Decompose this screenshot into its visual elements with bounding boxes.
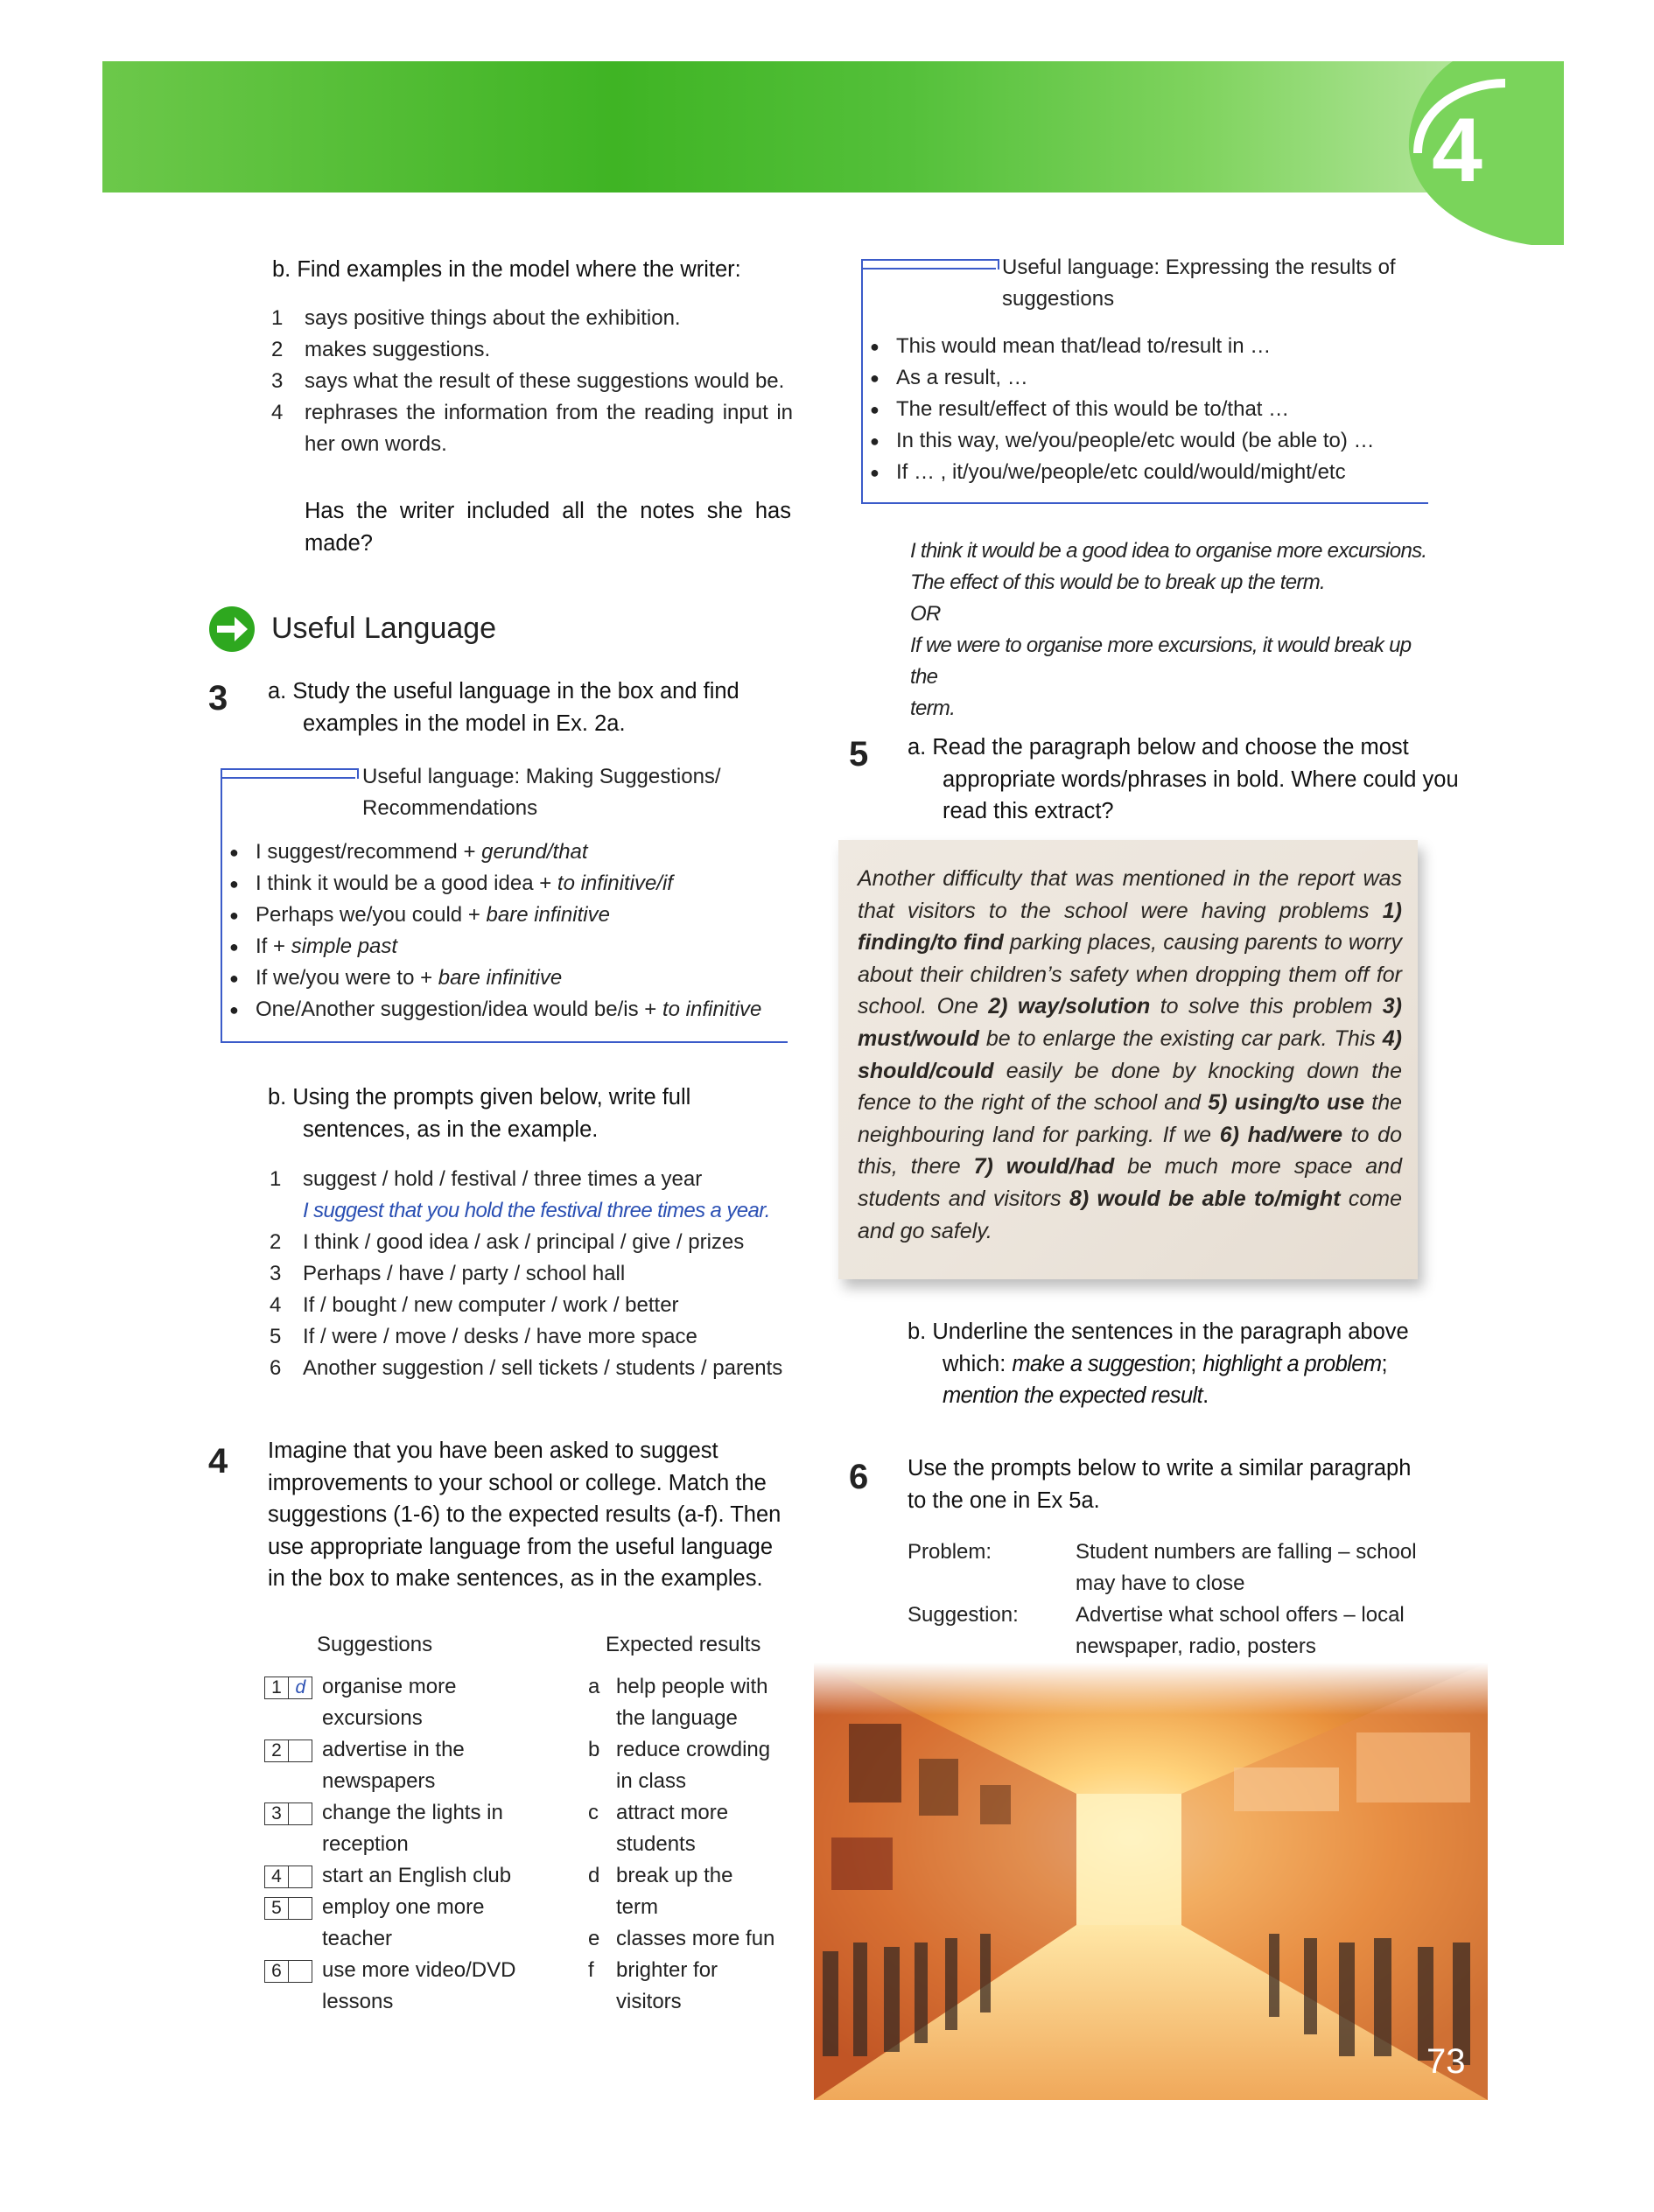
item-number-box: 2	[264, 1740, 289, 1762]
box-bottom-line	[861, 502, 1428, 504]
suggestion-item: 2 advertise in the newspapers	[264, 1734, 527, 1797]
header-band	[102, 61, 1564, 192]
answer-box[interactable]: d	[289, 1676, 312, 1699]
item-number-box: 3	[264, 1802, 289, 1825]
answer-box[interactable]	[289, 1866, 312, 1888]
list-item: 3 says what the result of these suggestions would be.	[271, 369, 785, 393]
list-item: ● If + simple past	[229, 934, 398, 958]
ex4-number: 4	[208, 1442, 228, 1480]
paragraph-text: Another difficulty that was mentioned in the report was that visitors to the school were having problems 1) finding/to find parking places, causing parents to worry about their children’s safety when dropping them off for school. One 2) way/solution to solve this problem 3) must/would be to enlarge the existing car park. This 4) should/could easily be done by knocking down the fence to the right of the school and 5) using/to use the neighbouring land for parking. If we 6) had/were to do this, there 7) would/had be much more space and students and visitors 8) would be able to/might come and go safely.	[858, 866, 1403, 1243]
item-number-box: 6	[264, 1960, 289, 1983]
suggestion-item: 5 employ one more teacher	[264, 1892, 527, 1955]
ex3-number: 3	[208, 679, 228, 718]
ex3b-instruction: b. Using the prompts given below, write full sentences, as in the example.	[268, 1085, 691, 1142]
list-item: ● One/Another suggestion/idea would be/is + to infinitive	[229, 998, 762, 1021]
ex2b-list	[271, 303, 793, 460]
list-item: 4 If / bought / new computer / work / better	[270, 1293, 679, 1317]
useful-language-heading: Useful Language	[271, 612, 497, 645]
school-corridor-photo	[814, 1662, 1488, 2100]
box-top-line	[861, 268, 996, 270]
prompt-row: Problem: Student numbers are falling – school may have to close	[908, 1540, 1417, 1595]
suggestions-list	[229, 836, 789, 1026]
ex5-number: 5	[849, 735, 869, 774]
list-item: 3 Perhaps / have / party / school hall	[270, 1262, 626, 1285]
ex3b-prompts	[270, 1164, 803, 1384]
result-item: c attract more students	[588, 1801, 729, 1856]
choice-4[interactable]: 4) should/could	[858, 1026, 1402, 1083]
list-item: ● As a result, …	[870, 366, 1028, 389]
box-left-line	[861, 268, 863, 504]
ex3a-instruction: a. Study the useful language in the box and find examples in the model in Ex. 2a.	[268, 679, 739, 736]
box-top-line	[221, 777, 355, 779]
ex2b-instruction: b. Find examples in the model where the writer:	[272, 257, 741, 282]
list-item: ● I think it would be a good idea + to infinitive/if	[229, 872, 673, 895]
col-suggestions-header: Suggestions	[317, 1633, 433, 1656]
list-item: ● The result/effect of this would be to/that …	[870, 397, 1290, 421]
list-item: 1 says positive things about the exhibition.	[271, 306, 681, 330]
ex2b-question: Has the writer included all the notes she has made?	[305, 499, 791, 556]
answer-box[interactable]	[289, 1960, 312, 1983]
list-item: 1 suggest / hold / festival / three times a year	[270, 1167, 703, 1191]
result-item: e classes more fun	[588, 1927, 775, 1950]
unit-number: 4	[1432, 100, 1482, 201]
answer-box[interactable]	[289, 1802, 312, 1825]
choice-7[interactable]: 7) would/had	[973, 1154, 1115, 1180]
example-answer: I suggest that you hold the festival three times a year.	[303, 1199, 770, 1222]
suggestion-item: 3 change the lights in reception	[264, 1797, 527, 1860]
result-item: b reduce crowding in class	[588, 1738, 771, 1793]
box-bottom-line	[221, 1041, 788, 1043]
result-item: a help people with the language	[588, 1675, 768, 1730]
choice-5[interactable]: 5) using/to use	[1208, 1090, 1365, 1116]
list-item: ● If … , it/you/we/people/etc could/would/might/etc	[870, 460, 1346, 484]
choice-3[interactable]: 3) must/would	[858, 994, 1403, 1051]
result-item: d break up the term	[588, 1864, 733, 1919]
item-number-box: 1	[264, 1676, 289, 1699]
item-number-box: 5	[264, 1897, 289, 1920]
list-item: ● This would mean that/lead to/result in …	[870, 334, 1272, 358]
prompt-row: Suggestion: Advertise what school offers – local newspaper, radio, posters	[908, 1603, 1405, 1658]
results-column	[588, 1671, 798, 2018]
col-results-header: Expected results	[606, 1633, 761, 1656]
green-arrow-circle-icon	[208, 606, 256, 653]
results-list	[870, 331, 1439, 488]
suggestions-column	[264, 1671, 527, 2018]
answer-box[interactable]	[289, 1897, 312, 1920]
results-box-title: Useful language: Expressing the results of suggestions	[1002, 256, 1396, 311]
list-item: ● Perhaps we/you could + bare infinitive	[229, 903, 610, 927]
item-number-box: 4	[264, 1866, 289, 1888]
ex5a-instruction: a. Read the paragraph below and choose the most appropriate words/phrases in bold. Where could you read this extract?	[908, 735, 1459, 823]
choice-1[interactable]: 1) finding/to find	[858, 898, 1402, 956]
list-item: 6 Another suggestion / sell tickets / students / parents	[270, 1356, 783, 1380]
list-item: ● In this way, we/you/people/etc would (be able to) …	[870, 429, 1375, 452]
ex6-number: 6	[849, 1458, 869, 1496]
list-item: ● If we/you were to + bare infinitive	[229, 966, 563, 990]
suggestions-box-title: Useful language: Making Suggestions/ Recommendations	[362, 765, 721, 820]
ex6-instruction: Use the prompts below to write a similar paragraph to the one in Ex 5a.	[908, 1456, 1412, 1513]
ex5b-instruction: b. Underline the sentences in the paragraph above which: make a suggestion; highlight a problem; mention the expected result.	[908, 1320, 1409, 1408]
list-item: ● I suggest/recommend + gerund/that	[229, 840, 588, 864]
choice-2[interactable]: 2) way/solution	[988, 994, 1151, 1019]
page-number: 73	[1426, 2042, 1466, 2081]
answer-box[interactable]	[289, 1740, 312, 1762]
ex4-instruction: Imagine that you have been asked to suggest improvements to your school or college. Match the suggestions (1-6) to the expected results (a-f). Then use appropriate language from the useful language in the box to make sentences, as in the examples.	[268, 1438, 781, 1591]
choice-6[interactable]: 6) had/were	[1219, 1122, 1342, 1147]
list-item: 2 I think / good idea / ask / principal / give / prizes	[270, 1230, 745, 1254]
result-item: f brighter for visitors	[588, 1958, 718, 2013]
results-example: I think it would be a good idea to organise more excursions. The effect of this would be to break up the term. OR If we were to organise more excursions, it would break up the term.	[910, 539, 1427, 720]
suggestion-item: 4 start an English club	[264, 1860, 527, 1892]
list-item: 4 rephrases the information from the reading input in her own words.	[271, 401, 793, 456]
choice-8[interactable]: 8) would be able to/might	[1069, 1186, 1341, 1211]
list-item: 5 If / were / move / desks / have more space	[270, 1325, 697, 1348]
suggestion-item: 6 use more video/DVD lessons	[264, 1955, 527, 2018]
list-item: 2 makes suggestions.	[271, 338, 491, 361]
box-left-line	[221, 777, 222, 1041]
suggestion-item: 1 d organise more excursions	[264, 1671, 527, 1734]
